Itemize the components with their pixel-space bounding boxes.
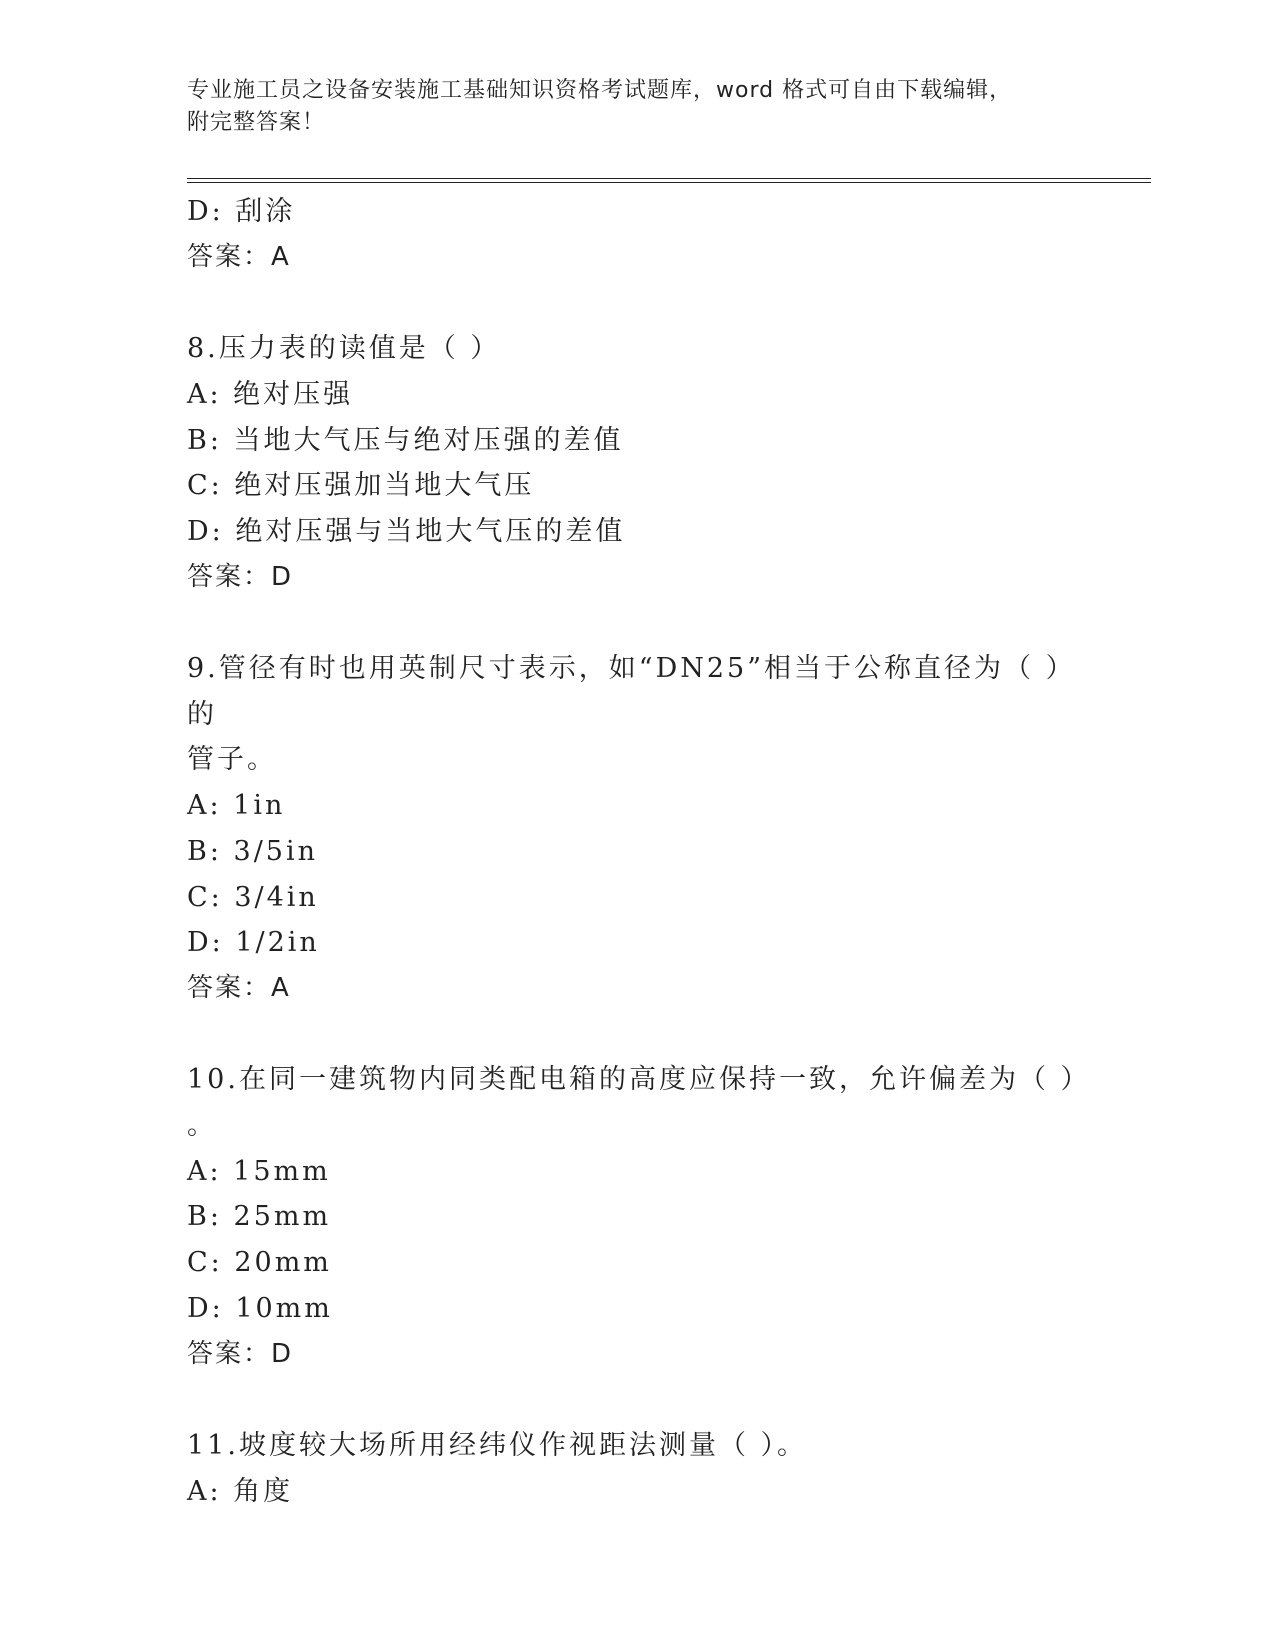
question-8 bbox=[187, 326, 1087, 600]
question-spacer bbox=[187, 1377, 1087, 1423]
option-d: D: 绝对压强与当地大气压的差值 bbox=[187, 515, 626, 547]
question-stem-line-2: 。 bbox=[187, 1110, 217, 1142]
option-d: D: 10mm bbox=[187, 1292, 333, 1324]
question-7-tail bbox=[187, 189, 1087, 280]
option-c: C: 3/4in bbox=[187, 881, 319, 913]
question-stem: 8.压力表的读值是（ ） bbox=[187, 333, 501, 365]
question-stem: 11.坡度较大场所用经纬仪作视距法测量（ ）。 bbox=[187, 1429, 808, 1461]
option-b: B: 3/5in bbox=[187, 835, 318, 867]
option-a: A: 15mm bbox=[187, 1155, 331, 1187]
question-spacer bbox=[187, 280, 1087, 326]
answer: 答案：D bbox=[187, 561, 294, 592]
option-a: A: 绝对压强 bbox=[187, 378, 354, 410]
document-header bbox=[187, 75, 1087, 139]
answer: 答案：A bbox=[187, 241, 291, 272]
option-b: B: 当地大气压与绝对压强的差值 bbox=[187, 424, 624, 456]
question-spacer bbox=[187, 1012, 1087, 1058]
header-divider-top bbox=[187, 178, 1151, 179]
answer: 答案：D bbox=[187, 1338, 294, 1369]
option-a: A: 角度 bbox=[187, 1475, 294, 1507]
question-9 bbox=[187, 646, 1087, 1012]
option-d: D: 1/2in bbox=[187, 927, 320, 959]
answer: 答案：A bbox=[187, 972, 291, 1003]
header-line-1: 专业施工员之设备安装施工基础知识资格考试题库，word 格式可自由下载编辑， bbox=[187, 78, 1013, 103]
question-10 bbox=[187, 1057, 1091, 1377]
header-divider-bottom bbox=[187, 182, 1151, 183]
question-spacer bbox=[187, 600, 1087, 646]
question-stem-line-2: 管子。 bbox=[187, 744, 277, 776]
question-stem-line-1: 9.管径有时也用英制尺寸表示，如“DN25”相当于公称直径为（ ）的 bbox=[187, 653, 1076, 730]
question-stem-line-1: 10.在同一建筑物内同类配电箱的高度应保持一致，允许偏差为（ ） bbox=[187, 1064, 1091, 1096]
option-b: B: 25mm bbox=[187, 1201, 332, 1233]
question-list bbox=[187, 189, 1091, 1514]
question-11 bbox=[187, 1423, 1087, 1514]
option-a: A: 1in bbox=[187, 790, 286, 822]
option-c: C: 20mm bbox=[187, 1247, 332, 1279]
option-d: D: 刮涂 bbox=[187, 196, 296, 227]
option-c: C: 绝对压强加当地大气压 bbox=[187, 470, 535, 502]
header-line-2: 附完整答案！ bbox=[187, 110, 326, 135]
